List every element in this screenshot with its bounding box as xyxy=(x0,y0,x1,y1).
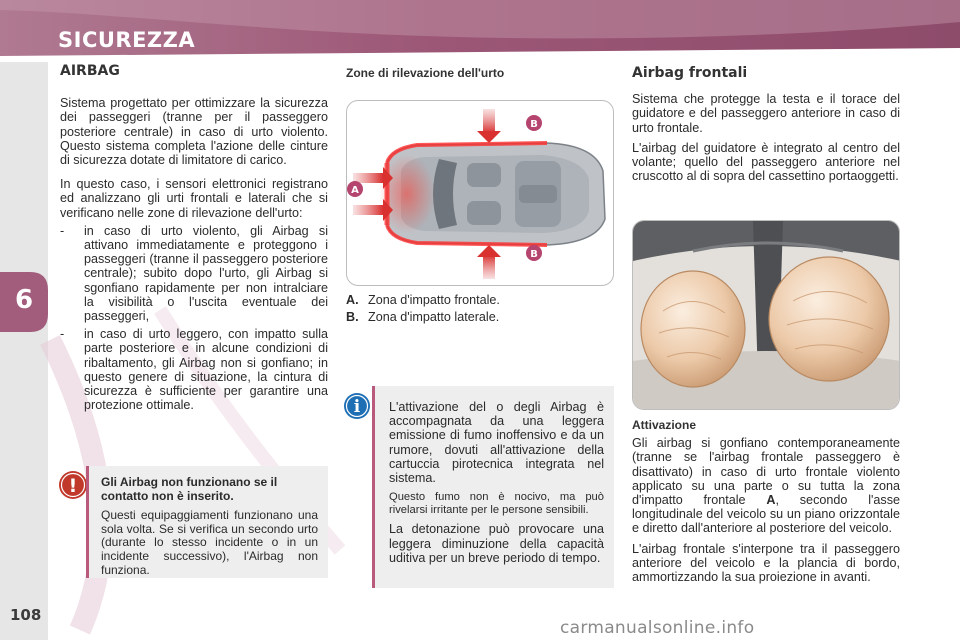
legend-text: Zona d'impatto frontale. xyxy=(368,293,500,307)
info-paragraph-irritant: Questo fumo non è nocivo, ma può rivelarsi irritante per le persone sensibili. xyxy=(389,491,604,516)
list-dash: - xyxy=(60,327,65,342)
info-icon xyxy=(343,392,371,420)
list-item xyxy=(60,224,328,323)
airbag-heading: AIRBAG xyxy=(60,63,120,79)
column-frontal-airbags xyxy=(632,66,900,189)
watermark: carmanualsonline.info xyxy=(560,618,755,638)
page-title: SICUREZZA xyxy=(58,28,196,52)
warning-icon xyxy=(58,470,88,500)
activation-text-end: , secondo l'asse longitudinale del veicolo su un piano orizzontale e diretto dall'anteriore al posteriore del veicolo. xyxy=(632,493,900,536)
frontal-airbag-function-paragraph: L'airbag frontale s'interpone tra il passeggero anteriore del veicolo e la plancia di bordo, ammortizzando la sua proiezione in avanti. xyxy=(632,541,900,585)
zone-label-b-top: B xyxy=(530,119,538,130)
warning-title: Gli Airbag non funzionano se il contatto non è inserito. xyxy=(101,475,278,503)
column-airbag xyxy=(60,64,328,416)
warning-text: Questi equipaggiamenti funzionano una sola volta. Se si verifica un secondo urto (durante lo stesso incidente o in un incidente successivo), l'Airbag non funziona. xyxy=(101,508,318,577)
chapter-number: 6 xyxy=(14,285,34,315)
activation-text-start: Gli airbag si gonfiano contemporaneamente (tranne se l'airbag frontale passeggero è disattivato) in caso di urto frontale violento applicato su una parte o su tutta la zona d'impatto frontale xyxy=(632,436,900,508)
list-item-text: in caso di urto violento, gli Airbag si attivano immediatamente e proteggono i passeggeri (tranne il passeggero posteriore centrale); subito dopo l'urto, gli Airbag si sgonfiano rapidamente per non intralciare la visibilità o l'uscita eventuale dei passeggeri, xyxy=(84,223,328,324)
zone-label-a: A xyxy=(351,185,359,196)
info-box xyxy=(372,386,614,588)
activation-heading: Attivazione xyxy=(632,418,697,432)
warning-icon-glyph: ! xyxy=(68,475,78,497)
car-impact-zones-figure xyxy=(346,100,614,286)
activation-paragraph xyxy=(632,436,900,535)
car-top-view-illustration xyxy=(347,101,614,286)
legend-text: Zona d'impatto laterale. xyxy=(368,310,500,324)
list-dash: - xyxy=(60,223,65,238)
column-activation xyxy=(632,418,900,590)
column-impact-zones xyxy=(346,66,616,90)
page-number: 108 xyxy=(10,606,42,624)
impact-zone-legend xyxy=(346,292,616,326)
legend-item xyxy=(346,309,616,326)
list-item xyxy=(60,327,328,412)
page-header xyxy=(0,0,960,62)
activation-zone-key: A xyxy=(766,493,776,508)
airbag-intro-paragraph: Sistema progettato per ottimizzare la sicurezza dei passeggeri (tranne per il passeggero posteriore centrale) in caso di urto violento. Questo sistema completa l'azione delle cinture di sicurezza dotate di limitatore di carico. xyxy=(60,96,328,168)
inflated-airbags-illustration xyxy=(633,221,900,410)
info-paragraph-smoke: L'attivazione del o degli Airbag è accompagnata da una leggera emissione di fumo inoffensivo e da un rumore, dovuti all'attivazione della cartuccia pirotecnica integrata nel sistema. xyxy=(389,400,604,486)
warning-box xyxy=(86,466,328,578)
list-item-text: in caso di urto leggero, con impatto sulla parte posteriore e in alcune condizioni di ribaltamento, gli Airbag non si gonfiano; in questo genere di situazione, la cintura di sicurezza è sufficiente per garantire una protezione ottimale. xyxy=(84,327,328,413)
legend-item xyxy=(346,292,616,309)
sensors-paragraph: In questo caso, i sensori elettronici registrano ed analizzano gli urti frontali e laterali che si verificano nelle zone di rilevazione dell'urto: xyxy=(60,177,328,220)
frontal-airbags-paragraph: Sistema che protegge la testa e il torace del guidatore e del passeggero anteriore in caso di urto frontale. xyxy=(632,92,900,135)
frontal-airbags-figure xyxy=(632,220,900,410)
legend-key: A. xyxy=(346,293,359,307)
info-paragraph-detonation: La detonazione può provocare una leggera diminuzione della capacità uditiva per un breve periodo di tempo. xyxy=(389,522,604,565)
airbag-location-paragraph: L'airbag del guidatore è integrato al centro del volante; quello del passeggero anteriore nel cruscotto al di sopra del cassettino portaoggetti. xyxy=(632,140,900,184)
impact-list xyxy=(60,224,328,413)
zone-label-b-bottom: B xyxy=(530,249,538,260)
info-icon-glyph: i xyxy=(353,397,361,417)
legend-key: B. xyxy=(346,310,359,324)
frontal-airbags-heading: Airbag frontali xyxy=(632,65,748,81)
impact-zones-heading: Zone di rilevazione dell'urto xyxy=(346,66,505,80)
